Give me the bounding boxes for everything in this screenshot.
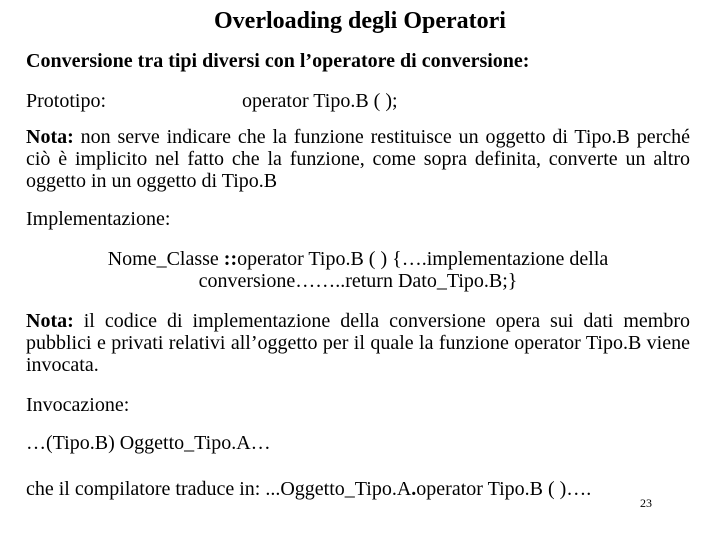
member-access-dot: . <box>411 478 417 500</box>
implementation-code-class: Nome_Classe <box>107 248 224 270</box>
compiler-translation <box>26 478 690 500</box>
prototype-row <box>26 90 690 112</box>
scope-operator: :: <box>223 248 238 270</box>
note-2 <box>26 310 690 376</box>
note-1-text: non serve indicare che la funzione restituisce un oggetto di Tipo.B perché ciò è implicito nel fatto che la funzione, come sopra definita, converte un altro oggetto in un oggetto di Tipo.B <box>26 126 690 192</box>
compiler-translation-pre: che il compilatore traduce in: ...Oggetto_Tipo.A <box>26 478 412 500</box>
slide-subtitle: Conversione tra tipi diversi con l’operatore di conversione: <box>26 50 530 72</box>
implementation-code-body: operator Tipo.B ( ) {….implementazione della conversione……..return Dato_Tipo.B;} <box>198 248 609 292</box>
compiler-translation-post: operator Tipo.B ( )…. <box>416 478 592 500</box>
implementation-label: Implementazione: <box>26 208 171 230</box>
note-2-label: Nota: <box>26 310 74 332</box>
note-1-label: Nota: <box>26 126 74 148</box>
page-number: 23 <box>640 496 652 510</box>
implementation-code <box>26 248 690 292</box>
note-2-text: il codice di implementazione della conversione opera sui dati membro pubblici e privati relativi all’oggetto per il quale la funzione operator Tipo.B viene invocata. <box>26 310 690 376</box>
slide-title: Overloading degli Operatori <box>214 8 506 34</box>
note-1 <box>26 126 690 192</box>
prototype-label: Prototipo: <box>26 90 107 112</box>
prototype-value: operator Tipo.B ( ); <box>242 90 398 112</box>
invocation-expression: …(Tipo.B) Oggetto_Tipo.A… <box>26 432 271 454</box>
invocation-label: Invocazione: <box>26 394 130 416</box>
